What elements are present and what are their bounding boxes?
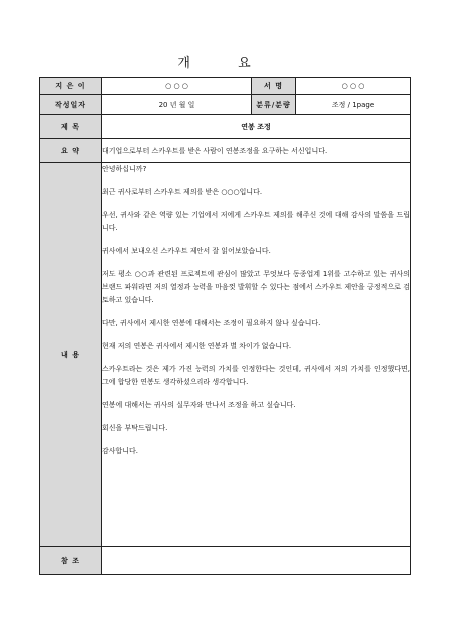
content-paragraph: 안녕하십니까? <box>102 165 147 173</box>
summary-label: 요 약 <box>40 139 102 163</box>
summary-value: 대기업으로부터 스카우트를 받은 사람이 연봉조정을 요구하는 서신입니다. <box>102 139 411 163</box>
author-label: 지 은 이 <box>40 78 102 95</box>
date-row <box>40 95 411 115</box>
category-value: 조정 / 1page <box>296 95 411 115</box>
content-paragraph: 우선, 귀사와 같은 역량 있는 기업에서 저에게 스카우트 제의를 해주신 것에 대해 감사의 말씀을 드립니다. <box>102 211 410 232</box>
content-paragraph: 현재 저의 연봉은 귀사에서 제시한 연봉과 별 차이가 없습니다. <box>102 342 292 350</box>
form-table <box>39 77 411 575</box>
category-label: 분류/분량 <box>252 95 296 115</box>
subject-value: 연봉 조정 <box>102 115 411 139</box>
author-row <box>40 78 411 95</box>
date-value: 20 년 월 일 <box>102 95 252 115</box>
summary-row <box>40 139 411 163</box>
reference-label: 참 조 <box>40 547 102 575</box>
reference-value <box>102 547 411 575</box>
date-label: 작성일자 <box>40 95 102 115</box>
author-value: ○ ○ ○ <box>102 78 252 95</box>
subject-label: 제 목 <box>40 115 102 139</box>
content-paragraph: 스카우트라는 것은 제가 가진 능력의 가치를 인정한다는 것인데, 귀사에서 저의 가치를 인정했다면, 그에 합당한 연봉도 생각하셨으리라 생각합니다. <box>102 365 410 386</box>
signature-label: 서 명 <box>252 78 296 95</box>
content-paragraph: 연봉에 대해서는 귀사의 실무자와 만나서 조정을 하고 싶습니다. <box>102 401 296 409</box>
subject-row <box>40 115 411 139</box>
document-title: 개 요 <box>177 56 273 71</box>
content-paragraph: 최근 귀사로부터 스카우트 제의를 받은 ○○○입니다. <box>102 188 263 196</box>
content-body <box>102 163 411 547</box>
content-paragraph: 다만, 귀사에서 제시한 연봉에 대해서는 조정이 필요하지 않나 싶습니다. <box>102 319 321 327</box>
signature-value: ○ ○ ○ <box>296 78 411 95</box>
content-paragraph: 회신을 부탁드립니다. <box>102 424 168 432</box>
content-row <box>40 163 411 547</box>
content-paragraph: 귀사에서 보내오신 스카우트 제안서 잘 읽어보았습니다. <box>102 247 271 255</box>
reference-row <box>40 547 411 575</box>
letter-text <box>102 163 410 458</box>
content-label: 내 용 <box>40 163 102 547</box>
content-paragraph: 저도 평소 ○○과 관련된 프로젝트에 관심이 많았고 무엇보다 동종업계 1위를 고수하고 있는 귀사의 브랜드 파워라면 저의 열정과 능력을 마음껏 발휘할 수 있다는 점에서 스카우트 제안을 긍정적으로 검토하고 있습니다. <box>102 270 410 304</box>
content-paragraph: 감사합니다. <box>102 447 139 455</box>
